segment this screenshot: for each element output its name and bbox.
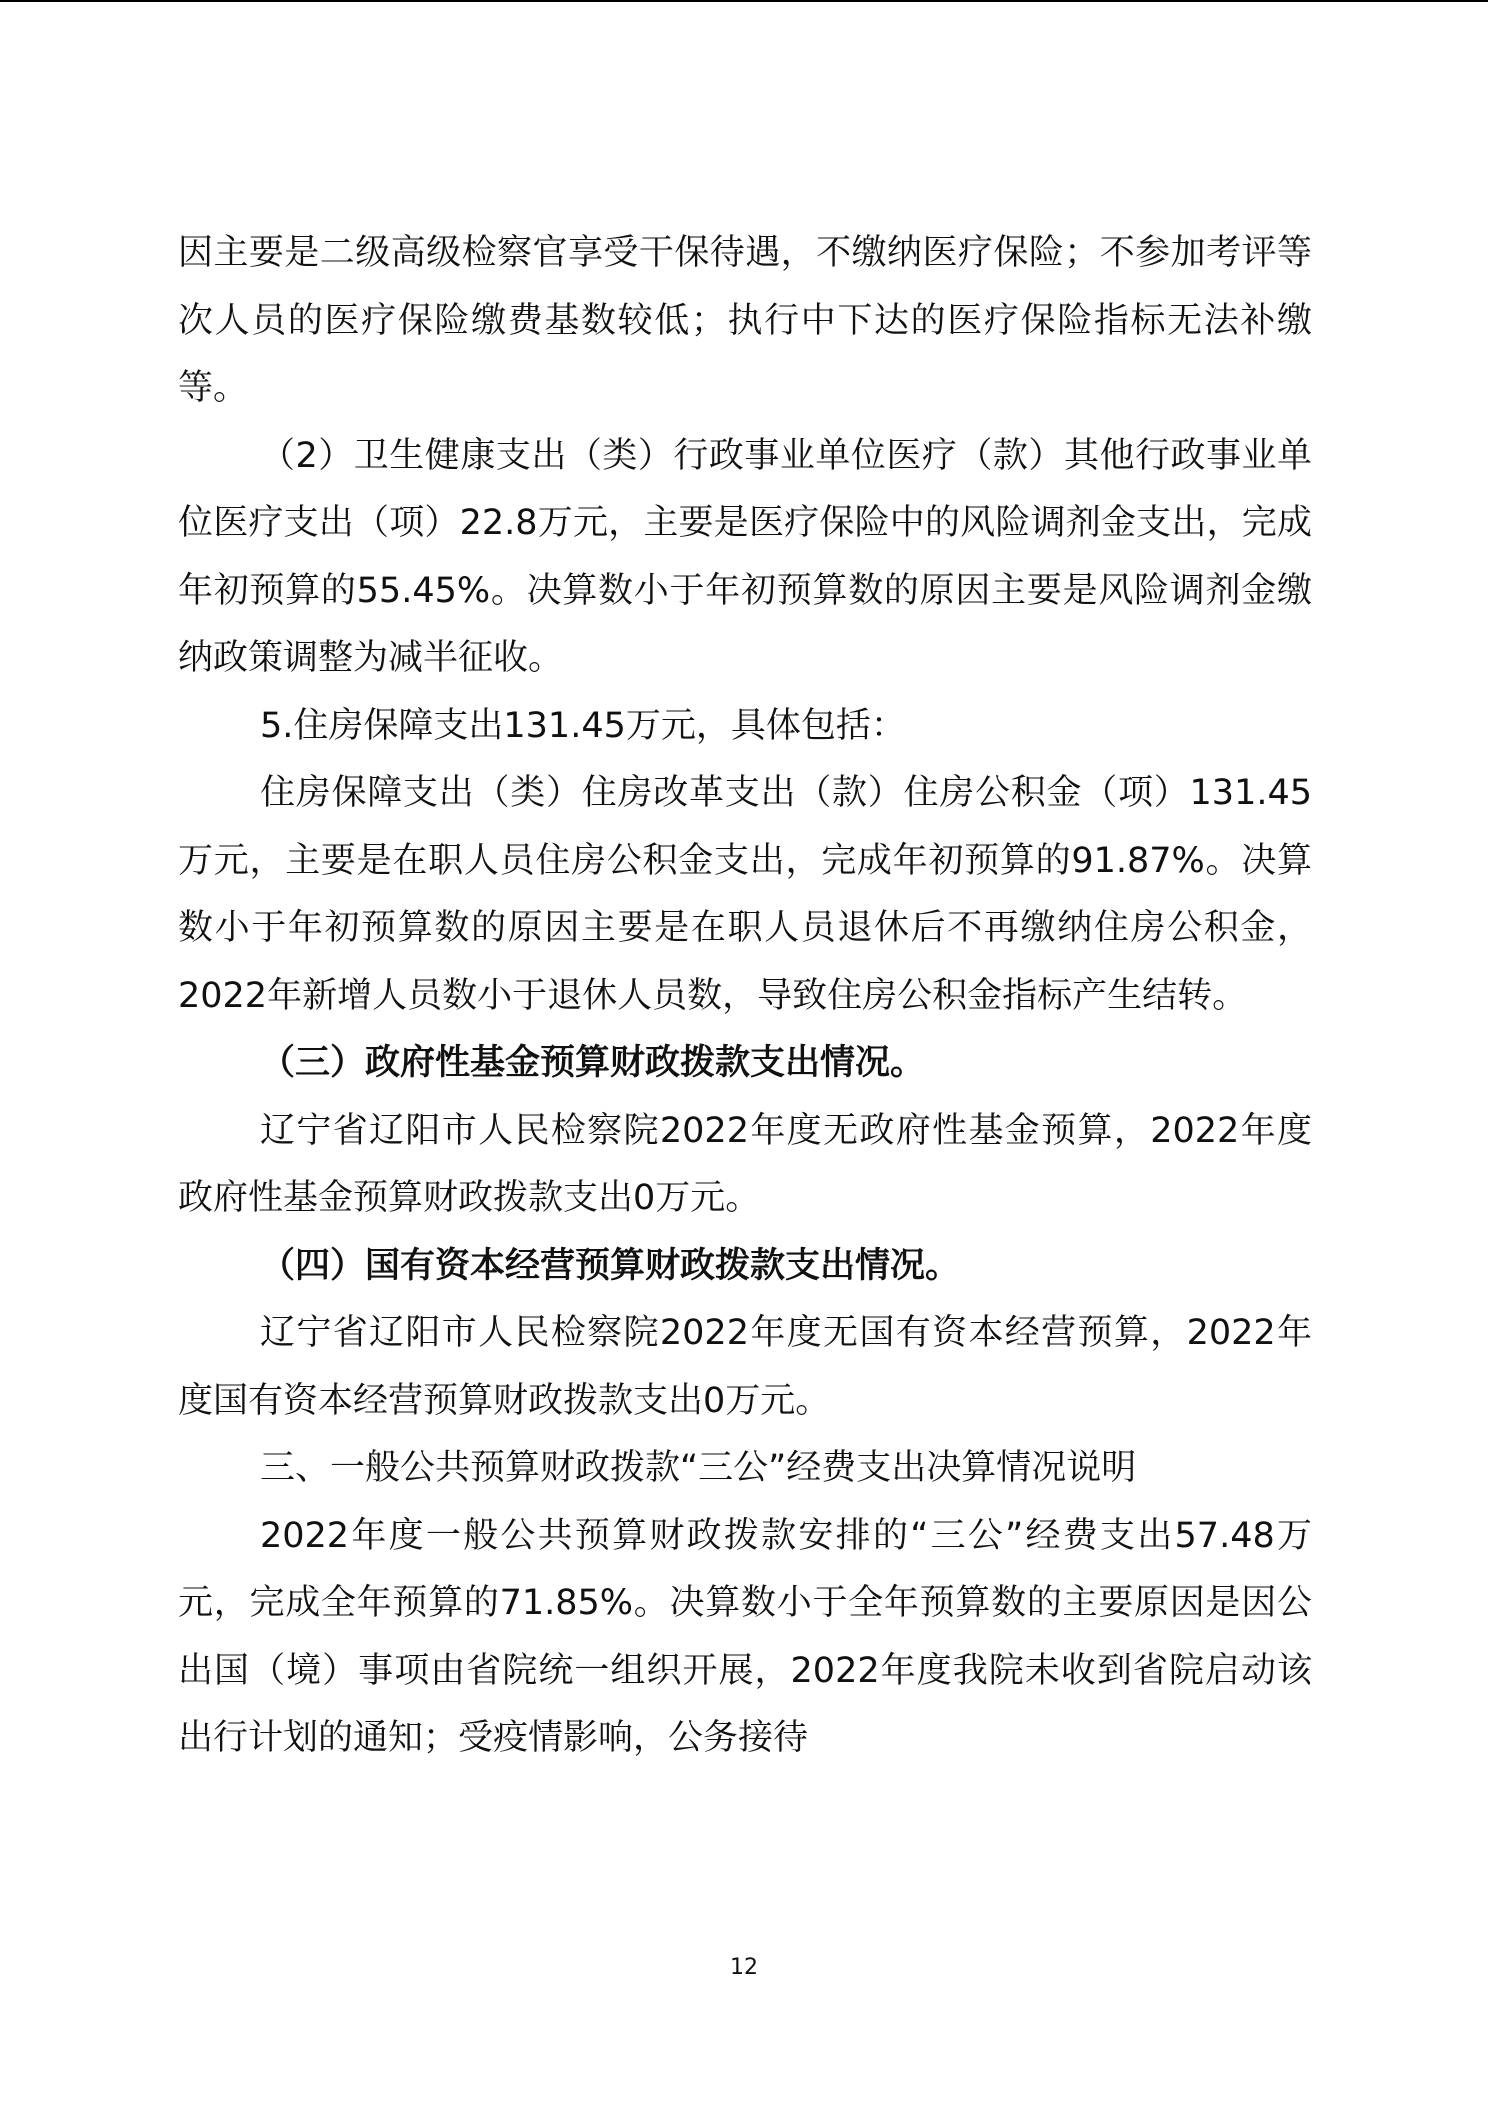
paragraph-other-medical-expense: （2）卫生健康支出（类）行政事业单位医疗（款）其他行政事业单位医疗支出（项）22.8万元，主要是医疗保险中的风险调剂金支出，完成年初预算的55.45%。决算数小于年初预算数的原因主要是风险调剂金缴纳政策调整为减半征收。 <box>178 435 1312 678</box>
section-heading-government-fund: （三）政府性基金预算财政拨款支出情况。 <box>260 1043 926 1083</box>
paragraph-government-fund: 辽宁省辽阳市人民检察院2022年度无政府性基金预算，2022年度政府性基金预算财政拨款支出0万元。 <box>178 1110 1312 1218</box>
page-number: 12 <box>730 1955 758 1980</box>
paragraph-housing-fund: 住房保障支出（类）住房改革支出（款）住房公积金（项）131.45万元，主要是在职人员住房公积金支出，完成年初预算的91.87%。决算数小于年初预算数的原因主要是在职人员退休后不再缴纳住房公积金，2022年新增人员数小于退休人员数，导致住房公积金指标产生结转。 <box>178 773 1312 1016</box>
paragraph-housing-heading: 5.住房保障支出131.45万元，具体包括： <box>260 705 906 746</box>
section-heading-three-public-expenses: 三、一般公共预算财政拨款“三公”经费支出决算情况说明 <box>260 1448 1137 1488</box>
paragraph-medical-insurance-reason: 因主要是二级高级检察官享受干保待遇，不缴纳医疗保险；不参加考评等次人员的医疗保险缴费基数较低；执行中下达的医疗保险指标无法补缴等。 <box>178 233 1312 408</box>
section-heading-state-capital: （四）国有资本经营预算财政拨款支出情况。 <box>260 1245 961 1286</box>
document-body <box>178 220 1312 1773</box>
page-top-border <box>0 0 1488 2</box>
paragraph-state-capital: 辽宁省辽阳市人民检察院2022年度无国有资本经营预算，2022年度国有资本经营预算财政拨款支出0万元。 <box>178 1313 1312 1421</box>
paragraph-three-public-expenses: 2022年度一般公共预算财政拨款安排的“三公”经费支出57.48万元，完成全年预算的71.85%。决算数小于全年预算数的主要原因是因公出国（境）事项由省院统一组织开展，2022年度我院未收到省院启动该出行计划的通知；受疫情影响，公务接待 <box>178 1515 1312 1758</box>
